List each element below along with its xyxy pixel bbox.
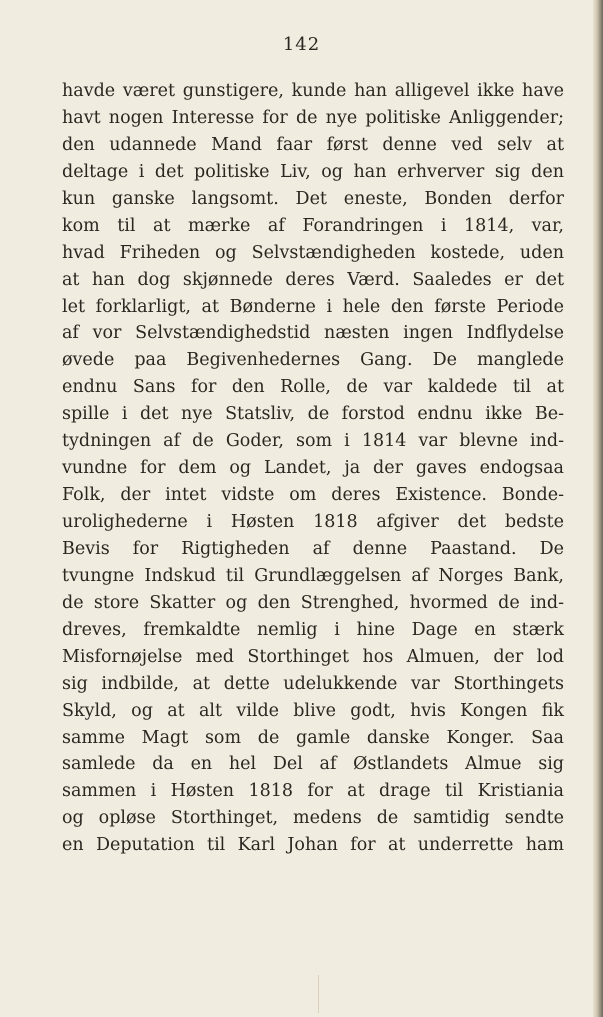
text-line: og opløse Storthinget, medens de samtidig sendte [62, 808, 564, 829]
text-line: Skyld, og at alt vilde blive godt, hvis Kongen fik [62, 700, 564, 721]
text-line: kun ganske langsomt. Det eneste, Bonden derfor [62, 188, 564, 209]
text-line: samlede da en hel Del af Østlandets Almue sig [62, 754, 564, 775]
text-line: sammen i Høsten 1818 for at drage til Kristiania [62, 781, 564, 802]
text-line: spille i det nye Statsliv, de forstod endnu ikke Be- [62, 404, 564, 425]
text-line: vundne for dem og Landet, ja der gaves endogsaa [62, 458, 564, 479]
text-line: tvungne Indskud til Grundlæggelsen af Norges Bank, [62, 565, 564, 586]
text-line: Folk, der intet vidste om deres Existence. Bonde- [62, 485, 564, 506]
body-text [62, 78, 564, 859]
paper-crease [318, 975, 319, 1013]
text-line: dreves, fremkaldte nemlig i hine Dage en stærk [62, 619, 564, 640]
text-line: endnu Sans for den Rolle, de var kaldede til at [62, 377, 564, 398]
text-line: havt nogen Interesse for de nye politiske Anliggender; [62, 107, 564, 128]
text-line: kom til at mærke af Forandringen i 1814, var, [62, 215, 564, 236]
page-edge-shadow [593, 0, 603, 1017]
text-line: de store Skatter og den Strenghed, hvormed de ind- [62, 592, 564, 613]
text-line: samme Magt som de gamle danske Konger. Saa [62, 727, 564, 748]
text-line: hvad Friheden og Selvstændigheden kostede, uden [62, 242, 564, 263]
text-line: at han dog skjønnede deres Værd. Saaledes er det [62, 269, 564, 290]
text-line: af vor Selvstændighedstid næsten ingen Indflydelse [62, 323, 564, 344]
text-line: den udannede Mand faar først denne ved selv at [62, 134, 564, 155]
text-line: tydningen af de Goder, som i 1814 var blevne ind- [62, 431, 564, 452]
text-line: urolighederne i Høsten 1818 afgiver det bedste [62, 512, 564, 532]
text-line: sig indbilde, at dette udelukkende var Storthingets [62, 673, 564, 694]
text-line: Bevis for Rigtigheden af denne Paastand. De [62, 538, 564, 559]
text-line: deltage i det politiske Liv, og han erhverver sig den [62, 161, 564, 182]
text-line: havde været gunstigere, kunde han alligevel ikke have [62, 81, 564, 101]
text-line: let forklarligt, at Bønderne i hele den første Periode [62, 296, 564, 317]
text-line: øvede paa Begivenhedernes Gang. De manglede [62, 350, 564, 371]
page-number: 142 [282, 34, 321, 55]
text-line: en Deputation til Karl Johan for at underrette ham [62, 835, 564, 856]
text-line: Misfornøjelse med Storthinget hos Almuen, der lod [62, 646, 564, 667]
